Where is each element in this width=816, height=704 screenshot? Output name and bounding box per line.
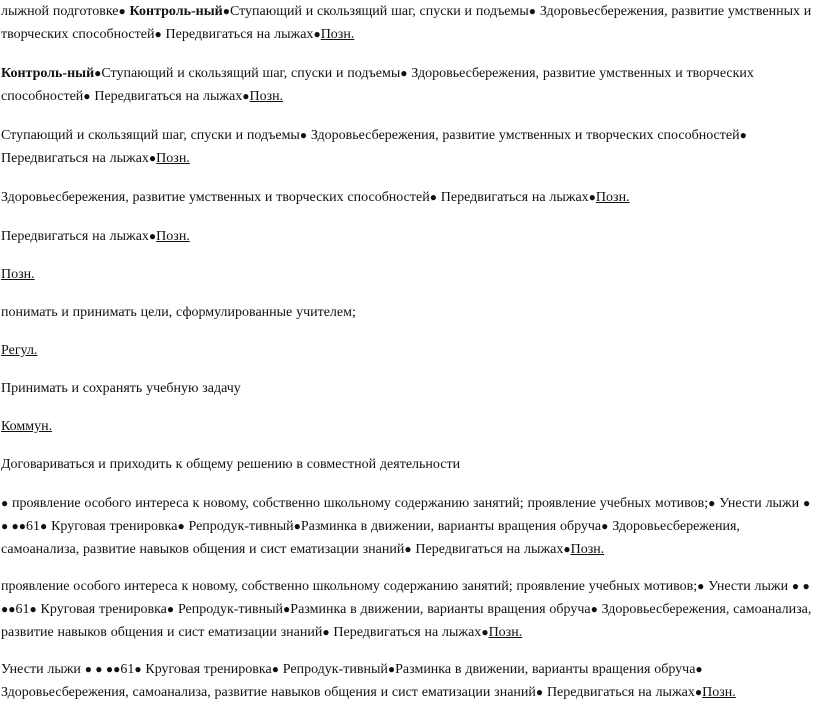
text-fragment: Здоровьесбережения, развитие умственных и творческих способностей: [1, 4, 812, 42]
bullet-icon: ●: [118, 4, 126, 18]
text-fragment: 61: [120, 662, 135, 677]
bullet-icon: ●: [94, 66, 102, 80]
link-pozn[interactable]: Позн.: [595, 190, 630, 205]
link-pozn[interactable]: Позн.: [249, 89, 284, 104]
bullet-icon: ●: [1, 496, 9, 510]
text-fragment: Ступающий и скользящий шаг, спуски и подъемы: [1, 128, 300, 143]
paragraph-1: [1, 0, 813, 46]
paragraph-14: [1, 658, 813, 704]
text-fragment: проявление особого интереса к новому, собственно школьному содержанию занятий; проявление учебных мотивов;: [8, 496, 709, 511]
bold-label: Контроль-ный: [1, 66, 95, 81]
text-fragment: 61: [15, 602, 30, 617]
bullet-icon: ●: [154, 27, 162, 41]
link-pozn[interactable]: Позн.: [488, 625, 523, 640]
text-fragment: Унести лыжи: [715, 496, 803, 511]
text-fragment: Круговая тренировка: [141, 662, 272, 677]
bullet-icon: ●: [283, 602, 291, 616]
bullet-icon: ●: [695, 662, 703, 676]
text-fragment: Ступающий и скользящий шаг, спуски и подъемы: [229, 4, 529, 19]
bullet-icon: ●: [528, 4, 537, 18]
bullet-icon: ●: [708, 496, 716, 510]
bullet-icon: ● ● ●: [1, 579, 810, 616]
bullet-icon: ●: [222, 4, 230, 18]
bullet-icon: ●: [177, 519, 185, 533]
bullet-icon: ●: [134, 662, 142, 676]
bullet-icon: ●: [481, 625, 489, 639]
link-pozn[interactable]: Позн.: [156, 229, 190, 244]
bullet-icon: ●: [694, 685, 703, 699]
paragraph-4: [1, 186, 813, 209]
bullet-icon: ●: [697, 579, 705, 593]
bullet-icon: ●: [242, 89, 250, 103]
paragraph-11: [1, 454, 813, 476]
text-fragment: Репродук-тивный: [174, 602, 284, 617]
bullet-icon: ●: [590, 602, 598, 616]
bullet-icon: ●: [387, 662, 396, 676]
text-fragment: Репродук-тивный: [278, 662, 388, 677]
text-fragment: Унести лыжи: [704, 579, 792, 594]
text-fragment: Передвигаться на лыжах: [1, 151, 149, 166]
text-fragment: лыжной подготовке: [1, 4, 119, 19]
bold-label: Контроль-ный: [129, 4, 223, 19]
text-fragment: Унести лыжи: [1, 662, 85, 677]
bullet-icon: ● ● ●: [1, 496, 811, 533]
paragraph-6: [1, 264, 813, 286]
document-body: [1, 0, 813, 704]
text-fragment: Передвигаться на лыжах: [161, 27, 314, 42]
link-kommun[interactable]: Коммун.: [1, 419, 53, 434]
text-fragment: Передвигаться на лыжах: [436, 190, 589, 205]
text-fragment: Круговая тренировка: [36, 602, 167, 617]
paragraph-2: [1, 62, 813, 108]
link-pozn[interactable]: Позн.: [570, 542, 605, 557]
text-fragment: Здоровьесбережения, самоанализа, развитие навыков общения и сист ематизации знаний: [1, 519, 740, 557]
bullet-icon: ●: [271, 662, 279, 676]
text-fragment: Разминка в движении, варианты вращения обруча: [395, 662, 696, 677]
bullet-icon: ●: [83, 89, 91, 103]
text-fragment: Здоровьесбережения, самоанализа, развитие навыков общения и сист ематизации знаний: [1, 602, 812, 640]
paragraph-10: [1, 416, 813, 438]
bullet-icon: ●: [404, 542, 412, 556]
text-fragment: Репродук-тивный: [184, 519, 294, 534]
link-pozn[interactable]: Позн.: [320, 27, 355, 42]
text-fragment: Ступающий и скользящий шаг, спуски и подъемы: [101, 66, 401, 81]
bullet-icon: ● ● ●: [84, 662, 114, 676]
text-fragment: Здоровьесбережения, развитие умственных и творческих способностей: [1, 190, 430, 205]
text-fragment: Здоровьесбережения, развитие умственных и творческих способностей: [307, 128, 740, 143]
bullet-icon: ●: [40, 519, 48, 533]
bullet-icon: ●: [535, 685, 544, 699]
bullet-icon: ●: [8, 602, 16, 616]
bullet-icon: ●: [322, 625, 330, 639]
bullet-icon: ●: [166, 602, 175, 616]
text-fragment: Передвигаться на лыжах: [543, 685, 695, 700]
text-fragment: Договариваться и приходить к общему решению в совместной деятельности: [1, 457, 461, 472]
text-fragment: Здоровьесбережения, самоанализа, развитие навыков общения и сист ематизации знаний: [1, 685, 536, 700]
bullet-icon: ●: [563, 542, 571, 556]
text-fragment: Разминка в движении, варианты вращения обруча: [300, 519, 602, 534]
bullet-icon: ●: [293, 519, 301, 533]
text-fragment: понимать и принимать цели, сформулированные учителем;: [1, 305, 356, 320]
bullet-icon: ●: [148, 229, 157, 243]
bullet-icon: ●: [601, 519, 609, 533]
text-fragment: Принимать и сохранять учебную задачу: [1, 381, 241, 396]
bullet-icon: ●: [429, 190, 437, 204]
text-fragment: проявление особого интереса к новому, собственно школьному содержанию занятий; проявление учебных мотивов;: [1, 579, 698, 594]
bullet-icon: ●: [400, 66, 408, 80]
paragraph-8: [1, 340, 813, 362]
paragraph-3: [1, 124, 813, 170]
link-pozn[interactable]: Позн.: [156, 151, 190, 166]
bullet-icon: ●: [313, 27, 321, 41]
link-pozn[interactable]: Позн.: [1, 267, 35, 282]
bullet-icon: ●: [29, 602, 37, 616]
bullet-icon: ●: [299, 128, 308, 142]
bullet-icon: ●: [148, 151, 157, 165]
bullet-icon: ●: [588, 190, 596, 204]
bullet-icon: ●: [739, 128, 747, 142]
text-fragment: Разминка в движении, варианты вращения обруча: [290, 602, 591, 617]
paragraph-9: [1, 378, 813, 400]
text-fragment: Передвигаться на лыжах: [1, 229, 149, 244]
paragraph-5: [1, 225, 813, 248]
link-regul[interactable]: Регул.: [1, 343, 38, 358]
paragraph-7: [1, 302, 813, 324]
text-fragment: Передвигаться на лыжах: [329, 625, 482, 640]
text-fragment: Передвигаться на лыжах: [411, 542, 564, 557]
text-fragment: 61: [26, 519, 41, 534]
text-fragment: Здоровьесбережения, развитие умственных и творческих способностей: [1, 66, 754, 104]
bullet-icon: ●: [18, 519, 27, 533]
bullet-icon: ●: [113, 662, 121, 676]
link-pozn[interactable]: Позн.: [702, 685, 736, 700]
paragraph-12: [1, 492, 813, 561]
paragraph-13: [1, 575, 813, 644]
text-fragment: Передвигаться на лыжах: [90, 89, 243, 104]
text-fragment: Круговая тренировка: [47, 519, 178, 534]
